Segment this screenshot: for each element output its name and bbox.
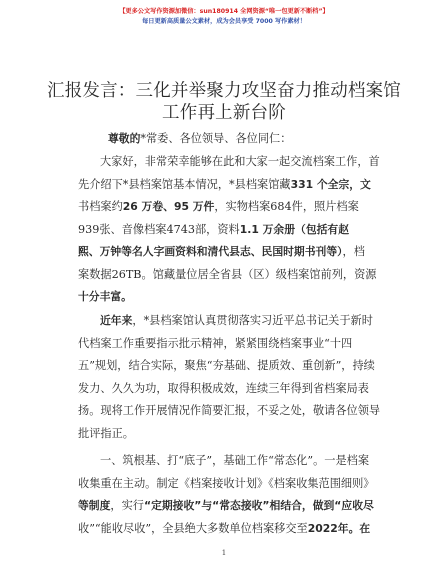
p3-line-2: 收集重在主动。制定《档案接收计划》《档案收集范围细则》 [78,476,375,490]
p1-l2b: 331 个全宗 [290,177,350,191]
p1-l3e: 件，照片档案 [291,200,359,213]
p2-line-6: 批评指正。 [78,426,134,440]
paragraph-recent-years [78,310,388,445]
p3-l4c: 年。在 [337,521,371,535]
p1-l4b: 张、音像档案 [99,222,167,236]
p1-l4e: 1.1 万余册（包括有赵 [239,222,350,236]
p3-line-3 [78,495,388,518]
p2-line-1 [78,310,388,333]
p3-l4b: 2022 [307,521,338,535]
p1-l4d: 部，资料 [194,222,240,236]
p2-line-3: 五”规划，结合实际，聚焦“夯基础、提质效、重创新”，持续 [78,359,375,372]
p2-l1a: 近年来 [100,314,133,327]
p3-line-4 [78,518,388,541]
title-line-1: 汇报发言：三化并举聚力攻坚奋力推动档案馆 [47,81,401,101]
p3-l3a: 等制度 [78,499,111,512]
p1-l2c: ，文 [349,177,371,191]
p1-line-1: 大家好，非常荣幸能够在此和大家一起交流档案工作，首 [100,155,380,168]
promo-banner [0,7,448,27]
p1-line-5 [78,241,388,264]
p1-line-7: 十分丰富。 [78,290,132,303]
p1-l5b: ，档 [342,245,365,258]
p2-line-4: 发力、久久为功，取得积极成效，连续三年得到省档案局表 [78,381,369,395]
p1-l4a: 939 [78,222,100,236]
p1-l6c: 。馆藏量位居全省县（区）级档案馆前列，资源 [141,267,377,281]
salutation [108,128,418,151]
page-number: 1 [221,549,227,557]
p2-line-5: 扬。现将工作开展情况作简要汇报，不妥之处，敬请各位领导 [78,404,381,417]
p3-l3b: ，实行 [110,499,144,512]
p1-line-4 [78,219,388,242]
paragraph-intro [78,151,388,309]
title-line-2: 工作再上新台阶 [162,103,286,123]
p1-l3b: 26 万卷、95 万件 [122,200,215,213]
p1-l5a: 熙、万钟等名人字画资料和清代县志、民国时期书刊等） [78,245,343,258]
p1-line-3 [78,196,388,219]
banner-line-1: 【更多公文写作资源加微信：sun180914 全网资源“唯一包更新不断档”】 [119,8,329,15]
p2-l1b: ，*县档案馆认真贯彻落实习近平总书记关于新时 [132,314,373,327]
document-title [0,80,448,124]
salutation-rest: *常委、各位领导、各位同仁： [140,132,292,145]
paragraph-section-one [78,450,388,540]
p3-l3c: “定期接收”与“常态接收”相结合，做到“应收尽 [143,499,374,512]
p1-l4c: 4743 [166,222,195,236]
p2-line-2: 代档案工作重要指示批示精神，紧紧围绕档案事业“十四 [78,336,353,350]
salutation-prefix: 尊敬的 [108,132,141,145]
p1-l3d: 684 [270,200,292,213]
p3-l4a: 收”“能收尽收”，全县绝大多数单位档案移交至 [78,521,308,535]
p1-l3a: 书档案约 [78,200,123,213]
p1-line-2 [78,174,388,197]
p1-line-6 [78,264,388,287]
p1-l6a: 案数据 [78,267,112,281]
p1-l2a: 先介绍下*县档案馆基本情况，*县档案馆藏 [78,177,291,191]
p1-l3c: ，实物档案 [214,200,271,213]
p3-line-1: 一、筑根基、打“底子”，基础工作“常态化”。一是档案 [100,454,370,467]
p1-l6b: 26TB [111,267,142,281]
banner-line-2: 每日更新高质量公文素材，成为会员享受 7000 写作素材！ [142,18,306,25]
